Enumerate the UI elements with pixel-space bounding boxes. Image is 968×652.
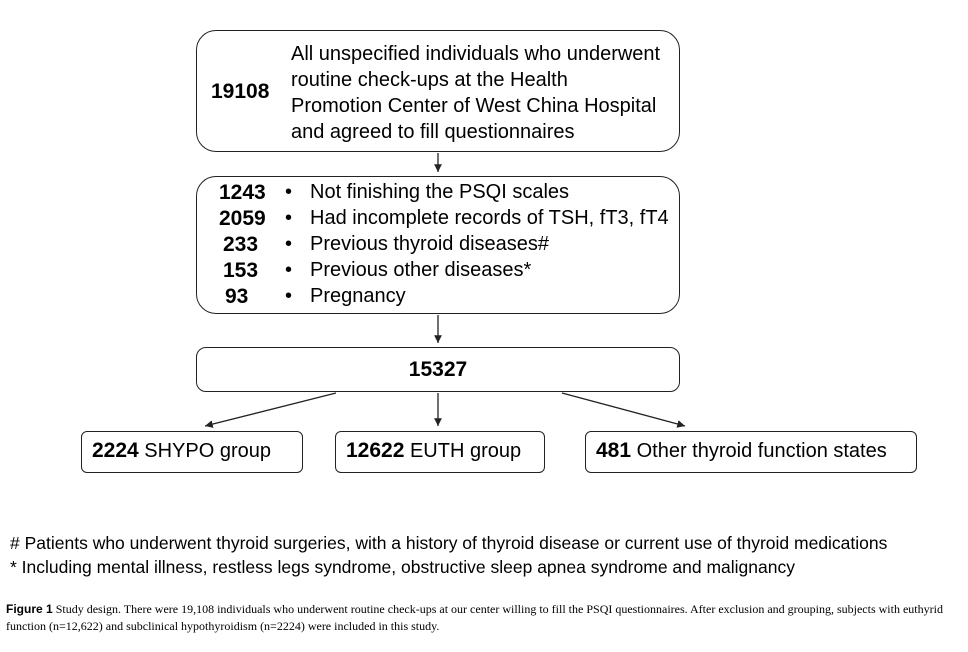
bullet-icon: • — [285, 259, 293, 281]
footnote-asterisk: * Including mental illness, restless legs syndrome, obstructive sleep apnea syndrome and malignancy — [10, 557, 795, 577]
group-box-shypo — [81, 431, 303, 473]
figure-label: Figure 1 — [6, 602, 53, 616]
group-label: SHYPO group — [138, 440, 272, 462]
figure-caption — [6, 601, 956, 635]
arrow-to-shypo — [205, 393, 336, 426]
exclusion-reason: Pregnancy — [310, 285, 406, 307]
exclusion-reason: Previous other diseases* — [310, 259, 532, 281]
group-label: Other thyroid function states — [631, 440, 887, 462]
footnote-hash: # Patients who underwent thyroid surgeries, with a history of thyroid disease or current use of thyroid medications — [10, 533, 888, 553]
enrolled-description — [291, 41, 660, 145]
caption-text: Study design. There were 19,108 individuals who underwent routine check-ups at our center willing to fill the PSQI questionnaires. After exclusion and grouping, subjects with euthyrid function (n=12,622) and subclinical hypothyroidism (n=2224) were included in this study. — [6, 602, 943, 633]
enrolled-line: All unspecified individuals who underwent — [291, 43, 661, 65]
bullet-icon: • — [285, 207, 293, 229]
exclusion-reason: Had incomplete records of TSH, fT3, fT4 — [310, 207, 669, 229]
enrolled-line: routine check-ups at the Health — [291, 69, 568, 91]
enrolled-box — [196, 30, 680, 152]
exclusion-count: 153 — [223, 259, 259, 282]
group-box-other — [585, 431, 917, 473]
bullet-icon: • — [285, 181, 293, 203]
group-count: 481 — [596, 439, 632, 462]
bullet-icon: • — [285, 285, 293, 307]
exclusion-count: 233 — [223, 233, 259, 256]
enrolled-line: and agreed to fill questionnaires — [291, 121, 575, 143]
group-label: EUTH group — [404, 440, 522, 462]
exclusion-count: 93 — [225, 285, 249, 308]
exclusion-count: 1243 — [219, 181, 266, 204]
exclusion-reason: Previous thyroid diseases# — [310, 233, 550, 255]
included-total-count: 15327 — [408, 358, 468, 381]
enrolled-line: Promotion Center of West China Hospital — [291, 95, 657, 117]
arrow-to-other — [562, 393, 685, 426]
group-count: 2224 — [92, 439, 139, 462]
group-box-euth — [335, 431, 545, 473]
bullet-icon: • — [285, 233, 293, 255]
enrolled-count: 19108 — [211, 80, 270, 103]
exclusion-count: 2059 — [219, 207, 266, 230]
group-count: 12622 — [346, 439, 405, 462]
exclusions-box — [196, 176, 680, 314]
included-total-box — [196, 347, 680, 392]
exclusion-reason: Not finishing the PSQI scales — [310, 181, 570, 203]
